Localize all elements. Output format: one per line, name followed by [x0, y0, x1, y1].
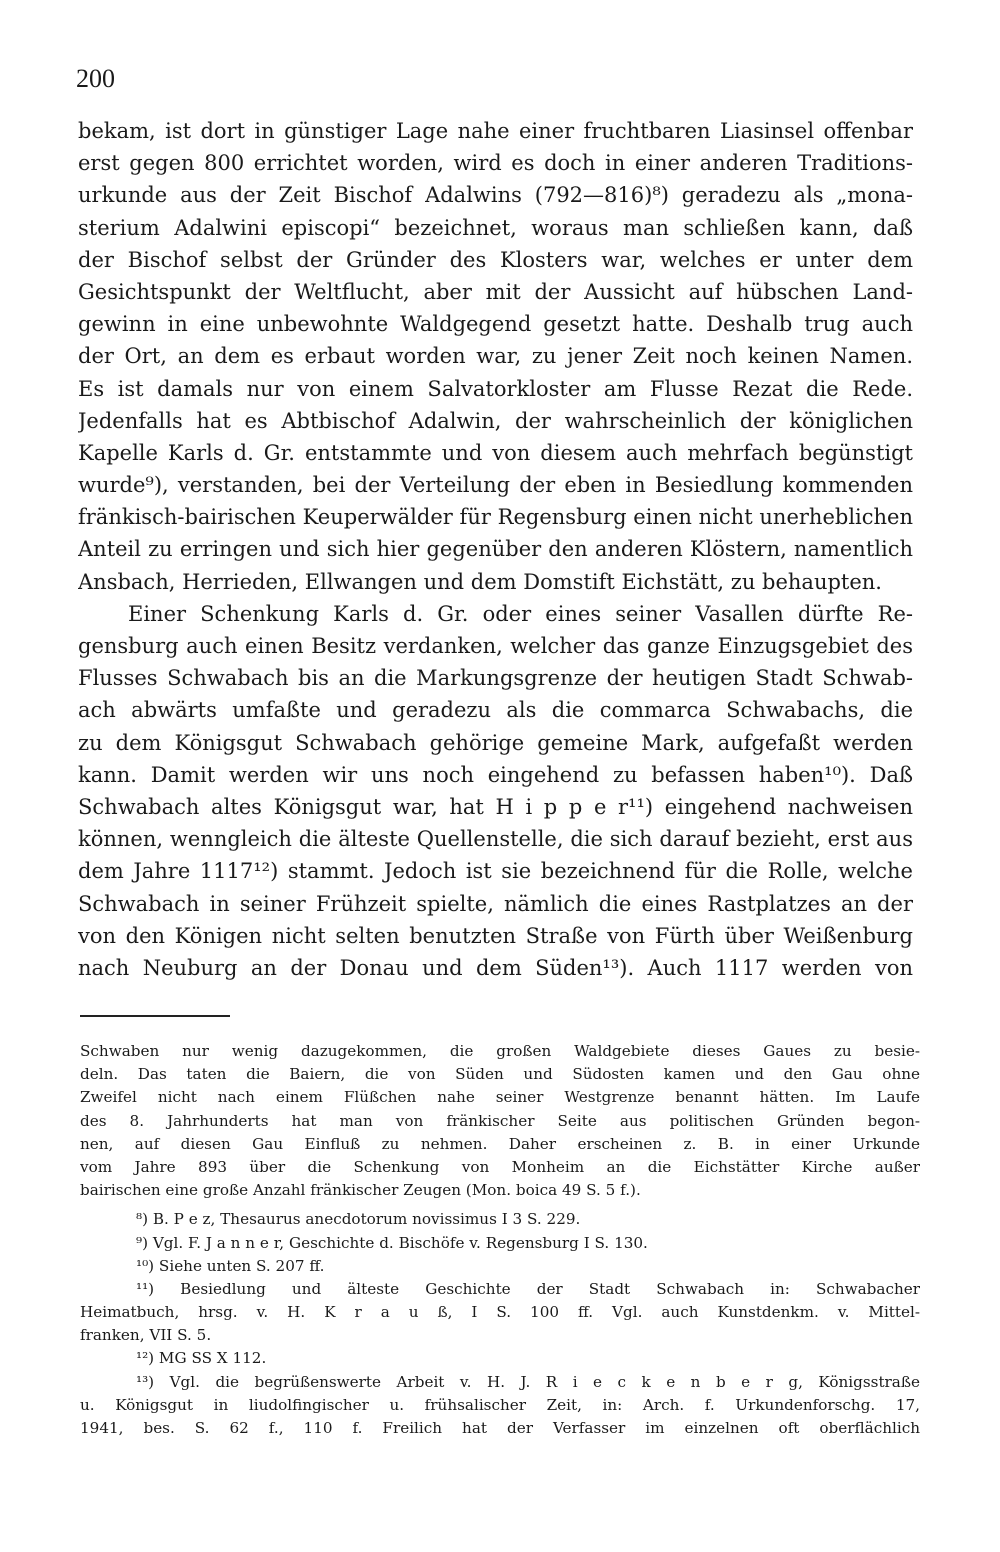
- text-line: urkunde aus der Zeit Bischof Adalwins (792—816)⁸) geradezu als „mona-: [78, 183, 913, 208]
- footnote-line: des 8. Jahrhunderts hat man von fränkischer Seite aus politischen Gründen begon-: [80, 1111, 920, 1130]
- text-line: nach Neuburg an der Donau und dem Süden¹³). Auch 1117 werden von: [78, 955, 913, 980]
- text-line: erst gegen 800 errichtet worden, wird es doch in einer anderen Traditions-: [78, 151, 913, 176]
- footnote-line: deln. Das taten die Baiern, die von Süden und Südosten kamen und den Gau ohne: [80, 1065, 920, 1084]
- footnote-9: ⁹) Vgl. F. J a n n e r, Geschichte d. Bischöfe v. Regensburg I S. 130.: [136, 1233, 648, 1252]
- text-line: zu dem Königsgut Schwabach gehörige gemeine Mark, aufgefaßt werden: [78, 730, 913, 755]
- footnote-line: Schwaben nur wenig dazugekommen, die großen Waldgebiete dieses Gaues zu besie-: [80, 1042, 920, 1060]
- paragraph-start-line: Einer Schenkung Karls d. Gr. oder eines seiner Vasallen dürfte Re-: [128, 601, 913, 626]
- footnotes: [80, 1040, 920, 1440]
- page-number: 200: [76, 64, 115, 93]
- text-line: sterium Adalwini episcopi“ bezeichnet, woraus man schließen kann, daß: [78, 215, 913, 240]
- text-line: Kapelle Karls d. Gr. entstammte und von diesem auch mehrfach begünstigt: [78, 440, 913, 465]
- text-line: Gesichtspunkt der Weltflucht, aber mit der Aussicht auf hübschen Land-: [78, 279, 913, 304]
- text-line: gensburg auch einen Besitz verdanken, welcher das ganze Einzugsgebiet des: [78, 634, 913, 658]
- text-line: können, wenngleich die älteste Quellenstelle, die sich darauf bezieht, erst aus: [78, 827, 913, 852]
- footnote-line: 1941, bes. S. 62 f., 110 f. Freilich hat der Verfasser im einzelnen oft oberflächlich: [80, 1419, 920, 1437]
- footnote-11: ¹¹) Besiedlung und älteste Geschichte der Stadt Schwabach in: Schwabacher: [136, 1279, 920, 1298]
- footnote-line: bairischen eine große Anzahl fränkischer Zeugen (Mon. boica 49 S. 5 f.).: [80, 1181, 641, 1200]
- text-line: fränkisch-bairischen Keuperwälder für Regensburg einen nicht unerheblichen: [78, 505, 913, 530]
- text-line: Schwabach altes Königsgut war, hat H i p p e r¹¹) eingehend nachweisen: [78, 794, 913, 819]
- text-line: der Ort, an dem es erbaut worden war, zu jener Zeit noch keinen Namen.: [78, 344, 913, 369]
- footnote-8: ⁸) B. P e z, Thesaurus anecdotorum novissimus I 3 S. 229.: [136, 1210, 581, 1229]
- footnote-line: vom Jahre 893 über die Schenkung von Monheim an die Eichstätter Kirche außer: [80, 1157, 920, 1176]
- footnote-line: nen, auf diesen Gau Einfluß zu nehmen. Daher erscheinen z. B. in einer Urkunde: [80, 1134, 920, 1153]
- footnote-12: ¹²) MG SS X 112.: [136, 1349, 267, 1368]
- text-line: ach abwärts umfaßte und geradezu als die commarca Schwabachs, die: [78, 698, 913, 723]
- text-line: Flusses Schwabach bis an die Markungsgrenze der heutigen Stadt Schwab-: [78, 666, 913, 691]
- text-line: Es ist damals nur von einem Salvatorkloster am Flusse Rezat die Rede.: [78, 376, 913, 401]
- footnote-line: Heimatbuch, hrsg. v. H. K r a u ß, I S. 100 ff. Vgl. auch Kunstdenkm. v. Mittel-: [80, 1303, 920, 1322]
- text-line: bekam, ist dort in günstiger Lage nahe einer fruchtbaren Liasinsel offenbar: [78, 119, 913, 143]
- text-line: Schwabach in seiner Frühzeit spielte, nämlich die eines Rastplatzes an der: [78, 891, 913, 916]
- text-line: von den Königen nicht selten benutzten Straße von Fürth über Weißenburg: [78, 923, 913, 948]
- text-line: wurde⁹), verstanden, bei der Verteilung der eben in Besiedlung kommenden: [78, 473, 913, 498]
- footnote-13: ¹³) Vgl. die begrüßenswerte Arbeit v. H. J. R i e c k e n b e r g, Königsstraße: [136, 1372, 920, 1391]
- text-line: Anteil zu erringen und sich hier gegenüber den anderen Klöstern, namentlich: [78, 537, 913, 562]
- text-line: Jedenfalls hat es Abtbischof Adalwin, der wahrscheinlich der königlichen: [78, 408, 913, 433]
- text-line: kann. Damit werden wir uns noch eingehend zu befassen haben¹⁰). Daß: [78, 762, 913, 787]
- footnote-10: ¹⁰) Siehe unten S. 207 ff.: [136, 1256, 325, 1275]
- main-text: [78, 115, 913, 984]
- text-line: gewinn in eine unbewohnte Waldgegend gesetzt hatte. Deshalb trug auch: [78, 312, 913, 337]
- footnote-line: Zweifel nicht nach einem Flüßchen nahe seiner Westgrenze benannt hätten. Im Laufe: [80, 1088, 920, 1107]
- footnote-line: u. Königsgut in liudolfingischer u. frühsalischer Zeit, in: Arch. f. Urkundenforschg. 17,: [80, 1395, 920, 1414]
- text-line: Ansbach, Herrieden, Ellwangen und dem Domstift Eichstätt, zu behaupten.: [78, 569, 882, 594]
- footnote-line: franken, VII S. 5.: [80, 1326, 212, 1345]
- text-line: dem Jahre 1117¹²) stammt. Jedoch ist sie bezeichnend für die Rolle, welche: [78, 859, 913, 884]
- footnote-divider: [80, 1015, 230, 1017]
- text-line: der Bischof selbst der Gründer des Klosters war, welches er unter dem: [78, 247, 913, 272]
